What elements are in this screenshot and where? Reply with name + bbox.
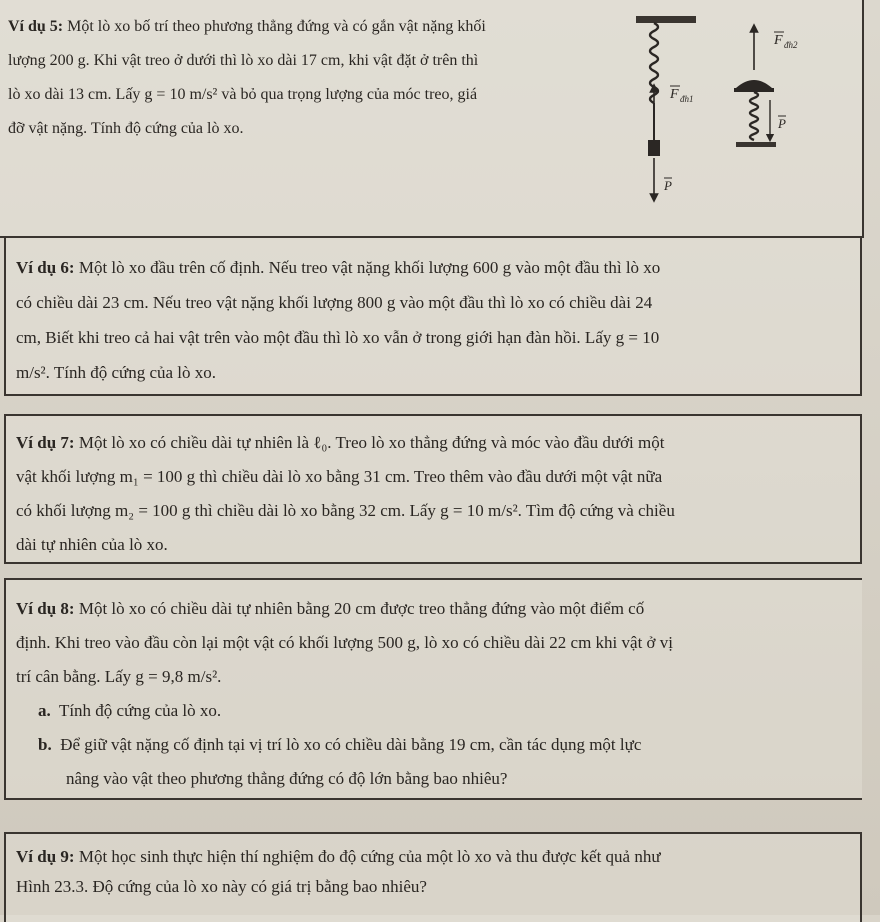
item-b-text-1: Để giữ vật nặng cố định tại vị trí lò xo có chiều dài bằng 19 cm, cần tác dụng một lực <box>60 735 642 754</box>
example-9-label: Ví dụ 9: <box>16 847 75 866</box>
ground-base <box>736 142 776 147</box>
example-5-box <box>0 0 864 238</box>
svg-text:F: F <box>774 33 783 48</box>
example-6-line-2: có chiều dài 23 cm. Nếu treo vật nặng khối lượng 800 g vào một đầu thì lò xo có chiều dài 24 <box>16 293 653 312</box>
example-6-box <box>4 236 862 396</box>
example-5-line-2: lượng 200 g. Khi vật treo ở dưới thì lò xo dài 17 cm, khi vật đặt ở trên thì <box>8 52 479 69</box>
spring-force-figure <box>624 10 844 210</box>
hanging-mass <box>648 140 660 156</box>
compressed-spring <box>750 92 758 140</box>
example-7-box <box>4 414 862 564</box>
p-top-label <box>777 116 786 131</box>
svg-text:F: F <box>670 87 679 102</box>
example-5-line-4: đỡ vật nặng. Tính độ cứng của lò xo. <box>8 120 244 137</box>
ceiling-support <box>636 16 696 23</box>
svg-text:đh1: đh1 <box>680 94 694 104</box>
item-b-marker: b. <box>38 735 52 754</box>
example-7-line-3: có khối lượng m₂ = 100 g thì chiều dài lò xo bằng 32 cm. Lấy g = 10 m/s². Tìm độ cứng và chiều <box>16 501 675 520</box>
example-6-line-1: Một lò xo đầu trên cố định. Nếu treo vật nặng khối lượng 600 g vào một đầu thì lò xo <box>78 258 661 277</box>
fdh2-label <box>773 32 798 50</box>
example-7-line-4: dài tự nhiên của lò xo. <box>16 535 168 554</box>
example-8-line-3: trí cân bằng. Lấy g = 9,8 m/s². <box>16 667 222 686</box>
p-bottom-label <box>663 178 672 193</box>
example-9-line-1: Một học sinh thực hiện thí nghiệm đo độ cứng của một lò xo và thu được kết quả như <box>78 847 661 866</box>
top-mass <box>736 80 772 88</box>
example-6-label: Ví dụ 6: <box>16 258 75 277</box>
example-7-label: Ví dụ 7: <box>16 433 75 452</box>
svg-text:P: P <box>664 178 672 193</box>
example-8-line-2: định. Khi treo vào đầu còn lại một vật có khối lượng 500 g, lò xo có chiều dài 22 cm khi vật ở vị <box>16 633 674 652</box>
fdh1-label <box>669 86 694 104</box>
svg-text:đh2: đh2 <box>784 40 798 50</box>
example-6-line-4: m/s². Tính độ cứng của lò xo. <box>16 363 217 382</box>
example-8-text <box>6 580 862 796</box>
svg-text:P: P <box>778 116 786 131</box>
example-8-box <box>4 578 862 800</box>
item-b-text-2: nâng vào vật theo phương thẳng đứng có độ lớn bằng bao nhiêu? <box>66 769 508 788</box>
example-7-text <box>6 416 860 562</box>
example-6-line-3: cm, Biết khi treo cả hai vật trên vào một đầu thì lò xo vẫn ở trong giới hạn đàn hồi. Lấy g = 10 <box>16 328 660 347</box>
example-8-item-a <box>16 694 852 728</box>
example-8-line-1: Một lò xo có chiều dài tự nhiên bằng 20 cm được treo thẳng đứng vào một điểm cố <box>78 599 645 618</box>
example-7-line-2: vật khối lượng m₁ = 100 g thì chiều dài lò xo bằng 31 cm. Treo thêm vào đầu dưới một vật nữa <box>16 467 663 486</box>
example-5-line-3: lò xo dài 13 cm. Lấy g = 10 m/s² và bỏ qua trọng lượng của móc treo, giá <box>8 86 478 103</box>
example-9-line-2: Hình 23.3. Độ cứng của lò xo này có giá trị bằng bao nhiêu? <box>16 877 427 896</box>
top-platform <box>734 88 774 92</box>
example-5-label: Ví dụ 5: <box>8 18 64 35</box>
example-5-text <box>8 10 628 146</box>
example-8-label: Ví dụ 8: <box>16 599 75 618</box>
example-9-box <box>4 832 862 922</box>
example-7-line-1: Một lò xo có chiều dài tự nhiên là ℓ₀. Treo lò xo thẳng đứng và móc vào đầu dưới một <box>78 433 665 452</box>
example-6-text <box>6 238 860 390</box>
example-5-line-1: Một lò xo bố trí theo phương thẳng đứng và có gắn vật nặng khối <box>67 18 486 35</box>
item-a-text: Tính độ cứng của lò xo. <box>58 701 222 720</box>
example-8-item-b <box>16 728 852 762</box>
example-9-text <box>6 834 860 902</box>
item-a-marker: a. <box>38 701 51 720</box>
